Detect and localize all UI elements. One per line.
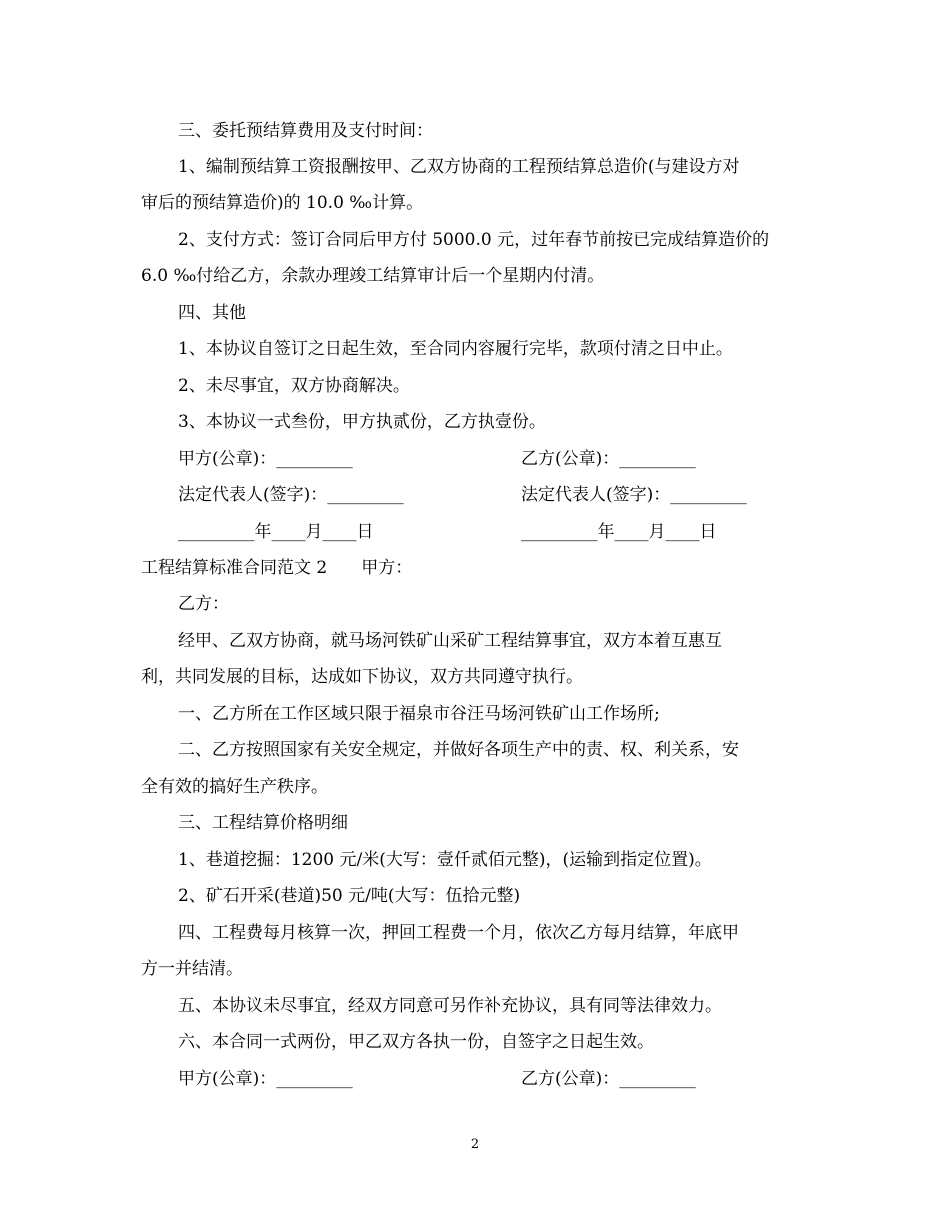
signature-party-b: 乙方(公章)：_________	[521, 449, 696, 469]
contract-2-intro-cont: 利，共同发展的目标，达成如下协议，双方共同遵守执行。	[141, 667, 583, 687]
section-4-item-3: 3、本协议一式叁份，甲方执贰份，乙方执壹份。	[178, 412, 546, 432]
section-4-item-1: 1、本协议自签订之日起生效，至合同内容履行完毕，款项付清之日中止。	[178, 339, 733, 359]
signature-representative-b: 法定代表人(签字)：_________	[521, 485, 747, 505]
signature-representative-a: 法定代表人(签字)：_________	[178, 485, 404, 505]
contract-2-clause-5: 五、本协议未尽事宜，经双方同意可另作补充协议，具有同等法律效力。	[178, 996, 722, 1016]
section-3-paragraph-1-cont: 审后的预结算造价)的 10.0 ‰计算。	[141, 193, 424, 213]
signature-date-b: _________年____月____日	[521, 522, 717, 542]
contract-2-title: 工程结算标准合同范文 2 甲方：	[141, 558, 413, 578]
contract-2-price-item-1: 1、巷道挖掘：1200 元/米(大写：壹仟贰佰元整)，(运输到指定位置)。	[178, 850, 712, 870]
contract-2-clause-2: 二、乙方按照国家有关安全规定，并做好各项生产中的责、权、利关系，安	[178, 740, 739, 760]
contract-2-clause-1: 一、乙方所在工作区域只限于福泉市谷汪马场河铁矿山工作场所;	[178, 704, 660, 724]
contract-2-clause-3: 三、工程结算价格明细	[178, 813, 348, 833]
contract-2-signature-party-b: 乙方(公章)：_________	[521, 1069, 696, 1089]
section-3-paragraph-2: 2、支付方式：签订合同后甲方付 5000.0 元，过年春节前按已完成结算造价的	[178, 230, 770, 250]
contract-2-intro: 经甲、乙双方协商，就马场河铁矿山采矿工程结算事宜，双方本着互惠互	[178, 631, 722, 651]
signature-party-a: 甲方(公章)：_________	[178, 449, 353, 469]
signature-date-a: _________年____月____日	[178, 522, 374, 542]
contract-2-signature-party-a: 甲方(公章)：_________	[178, 1069, 353, 1089]
contract-2-price-item-2: 2、矿石开采(巷道)50 元/吨(大写：伍拾元整)	[178, 886, 521, 906]
section-4-item-2: 2、未尽事宜，双方协商解决。	[178, 376, 410, 396]
contract-2-clause-6: 六、本合同一式两份，甲乙双方各执一份，自签字之日起生效。	[178, 1032, 654, 1052]
contract-2-party-b: 乙方：	[178, 594, 229, 614]
contract-2-clause-4-cont: 方一并结清。	[141, 959, 243, 979]
contract-2-clause-2-cont: 全有效的搞好生产秩序。	[141, 777, 328, 797]
page-number: 2	[470, 1137, 480, 1152]
section-3-paragraph-1: 1、编制预结算工资报酬按甲、乙双方协商的工程预结算总造价(与建设方对	[178, 157, 740, 177]
section-4-heading: 四、其他	[178, 303, 246, 323]
section-3-heading: 三、委托预结算费用及支付时间：	[178, 121, 433, 141]
contract-2-clause-4: 四、工程费每月核算一次，押回工程费一个月，依次乙方每月结算，年底甲	[178, 923, 739, 943]
section-3-paragraph-2-cont: 6.0 ‰付给乙方，余款办理竣工结算审计后一个星期内付清。	[141, 266, 605, 286]
